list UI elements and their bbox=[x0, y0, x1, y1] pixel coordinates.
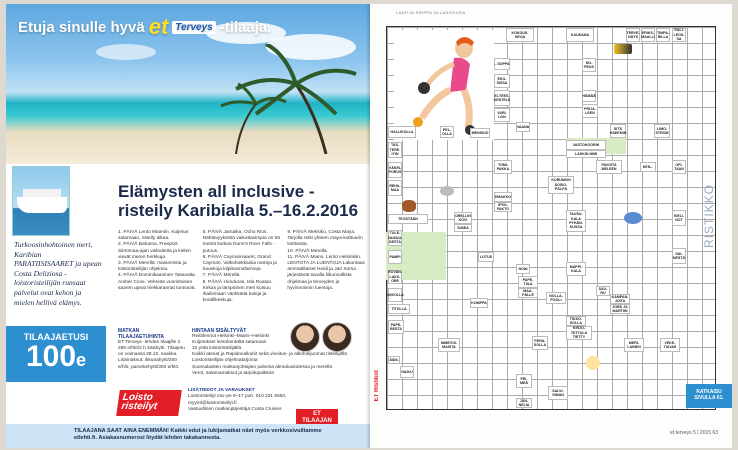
clue-cell[interactable]: TIKKO-SOLLA bbox=[566, 316, 586, 326]
clue-cell[interactable]: SALVI-SIMAN bbox=[548, 386, 568, 400]
clue-cell[interactable]: LOTUS bbox=[478, 252, 494, 262]
clue-cell[interactable]: TAUSU-KALA PYHÄN-KUSSA bbox=[566, 210, 586, 232]
clue-cell[interactable]: PRIJA-LEEN bbox=[582, 104, 598, 118]
clue-cell[interactable]: ...SOPPA bbox=[494, 58, 510, 70]
clue-cell[interactable]: VEKE-TAIVAS bbox=[660, 338, 680, 352]
left-page bbox=[6, 4, 370, 448]
clue-cell[interactable]: PEL-OLLA bbox=[440, 126, 454, 138]
clue-cell[interactable]: HAIKU bbox=[400, 366, 414, 378]
day-item: 11. PÄIVÄ Miami. Lento Helsinkiin. bbox=[287, 254, 362, 260]
answers-badge: RATKAISU SIVULLA 61. bbox=[686, 384, 732, 408]
header-prefix: Etuja sinulle hyvä bbox=[18, 18, 145, 36]
day-item: 8. PÄIVÄ Honduras, Isla Roatan. Kirkas ja lämpöinen meri kutsuu ihailemaan värikkäitä kaloja ja korallikeskuja. bbox=[202, 279, 273, 304]
clue-cell[interactable]: MAPPI-KALA bbox=[566, 262, 586, 276]
header-suffix: -tilaaja. bbox=[219, 18, 272, 36]
tilaaja-price: MATKAN TILAAJAETUHINTA ET Terveys -lehden tilaajille 2 295 e/hlö/2 h sisähytti. Tilaajetu on voimassa 28.10. saakka. Lisämaksut: ikkunahytti/200 e/hlö, parvekehytti/300 e/hlö. bbox=[118, 328, 185, 370]
clue-cell[interactable]: PAPE-TIILA bbox=[518, 276, 538, 288]
clue-cell[interactable]: TAS-TERE-IYIN bbox=[389, 143, 401, 157]
clue-cell[interactable]: EMAKKO bbox=[494, 192, 512, 202]
itinerary-col-2 bbox=[203, 230, 282, 304]
header-band bbox=[18, 14, 271, 40]
clue-cell[interactable]: TOMI-PAKKA bbox=[494, 160, 512, 174]
clue-cell[interactable]: NIMEVOI-MAISTA bbox=[438, 338, 460, 352]
clue-cell[interactable]: KEN... bbox=[640, 162, 656, 172]
clue-cell[interactable]: PERA-SOLLA bbox=[532, 336, 548, 350]
clue-cell[interactable]: VÄKIN-PORUS bbox=[388, 162, 402, 178]
day-item: 1. PÄIVÄ Lento Miamiin. Kuljetus satamaan, risteily alkaa. bbox=[118, 230, 189, 242]
clue-cell[interactable]: JÄN-NELIA bbox=[516, 398, 532, 408]
clue-cell[interactable]: ROVAN-LAKS-ORE bbox=[388, 270, 402, 284]
clue-cell[interactable]: HÄMÄÄ bbox=[582, 90, 596, 102]
clue-cell[interactable]: PAVOITA MELEEN bbox=[596, 160, 622, 174]
includes-list: HINTAAN SISÄLTYVÄT Reittilennot Helsinki–Miami–Helsinki Kuljetukset lentokentältä satamaan 10 yötä loistoristeilijällä Kaikki ateriat ja Rapidovalkuhit sekä vivoitus- ja alkoholijuomat risteilijällä Loistoristeilijän ohjelmatarjonta Suomalaisten matkanjohtajien palvelut alenaluokotessa ja merellä Verot, satamamaksut ja tarjoilupalkkiot bbox=[192, 328, 362, 377]
includes-item: Verot, satamamaksut ja tarjoilupalkkiot bbox=[192, 370, 274, 376]
clue-cell[interactable]: JOBS JA MARTIIN bbox=[610, 304, 630, 314]
mouse-icon bbox=[440, 186, 454, 196]
day-item: 7. PÄIVÄ Merellä. bbox=[202, 273, 241, 279]
clue-cell[interactable]: TEOSTÄÄN bbox=[388, 214, 428, 224]
question-icon bbox=[586, 356, 600, 370]
clue-cell[interactable]: KIELI-NOT bbox=[672, 210, 686, 226]
day-item: 4. PÄIVÄ Dominikaaninen Tasavalta. Amber Cove. Vehreän vuoristoisen saaren upeat hiekkarannat tunnuvat. bbox=[118, 273, 197, 291]
clue-cell[interactable]: NOIN bbox=[516, 264, 530, 274]
includes-item: Kaikki ateriat ja Rapidovalkuhit sekä vivoitus- ja alkoholijuomat risteilijällä bbox=[192, 352, 347, 358]
clue-cell[interactable]: KORUNKIN SOSIO-PÄLPÄ bbox=[548, 176, 574, 194]
clue-cell[interactable]: VASTOKOORIN bbox=[566, 140, 606, 150]
right-page bbox=[370, 4, 732, 448]
clue-cell[interactable]: ERIKS-MAALLI bbox=[641, 28, 655, 42]
clue-cell[interactable]: TIMPA-RILLA bbox=[656, 28, 670, 42]
clue-cell[interactable]: NO-PEUS bbox=[582, 58, 596, 72]
clue-cell[interactable]: HALLIKOLLA bbox=[388, 126, 416, 138]
clue-cell[interactable]: KOKOUS-SEIJA bbox=[506, 28, 534, 42]
bird-icon bbox=[402, 200, 416, 212]
clue-cell[interactable]: TULE-VAISUU-DESTA bbox=[387, 231, 403, 245]
pencil-icon bbox=[614, 44, 632, 54]
contact-info: LISÄTIEDOT JA VARAUKSET Loistoristeilyt ma–pe 9–17 puh. 010 231 6550, myynti@loistoristeilyt.fi Vastuullinen matkanjärjestäjä Costa Cruises bbox=[188, 388, 287, 413]
itinerary-columns bbox=[118, 230, 366, 304]
clue-cell[interactable]: IPSO-FAKTO bbox=[494, 202, 512, 212]
day-item: 9. PÄIVÄ Meksiko, Costa Maya. Tarjolla retki yhteen maya-kulttuurin kohteista. bbox=[287, 230, 363, 248]
includes-item: Suomalaisten matkanjohtajien palvelut alenaluokotessa ja merellä bbox=[192, 364, 332, 370]
day-item: 3. PÄIVÄ Merellä: maisemista ja loistoristeilijän ohjelmia. bbox=[118, 261, 187, 273]
clue-cell[interactable]: SAU-RU bbox=[596, 286, 610, 296]
clue-cell[interactable]: GALI-LEOS-SA bbox=[673, 28, 685, 42]
clue-cell[interactable]: PAPE-RESTA bbox=[388, 320, 404, 334]
beach-photo bbox=[6, 4, 370, 164]
fish-icon bbox=[624, 212, 642, 224]
itinerary-col-1 bbox=[118, 230, 197, 304]
palm-tree-icon bbox=[176, 44, 366, 154]
day-item: LENTOTA JA LUENTOJA Lükuntaan ammattilaiset Heidi ja Jari Sorsa järjestävät tavalla liikunnallista ohjelmaa ja terveyden ja hyvinvoinnin luentoja. bbox=[287, 261, 366, 291]
et-logo: et bbox=[148, 14, 169, 39]
ristikot-brand: ET Ristikot bbox=[374, 370, 380, 402]
clue-cell[interactable]: OPI-TAAN bbox=[672, 160, 686, 174]
clue-cell[interactable]: VAANA bbox=[516, 122, 530, 132]
clue-cell[interactable]: NOKOLLA bbox=[388, 288, 402, 302]
price-value: 100e bbox=[25, 340, 87, 373]
day-item: 10. PÄIVÄ Merellä. bbox=[287, 248, 328, 254]
clue-cell[interactable]: ORELLIN KÖVI bbox=[455, 213, 471, 222]
includes-item: Kuljetukset lentokentältä satamaan bbox=[192, 340, 267, 346]
page-number: et terveys 5 | 2015 63 bbox=[670, 430, 718, 436]
day-item: 6. PÄIVÄ Caymansaaret, Grand Cayman. Valkohiekkaisia rantoja ja hauskoja kilpikonnafarmeja. bbox=[202, 254, 277, 273]
price-info-section bbox=[118, 328, 368, 377]
clue-cell[interactable]: EI-TEES-KENTELE bbox=[494, 90, 510, 106]
clue-cell[interactable]: PAMPI bbox=[388, 250, 402, 264]
clue-cell[interactable]: ÄIDIL bbox=[388, 356, 400, 364]
section-title: RISTIKKO bbox=[702, 184, 716, 249]
article-title: Elämysten all inclusive -risteily Karibialla 5.–16.2.2016 bbox=[118, 182, 359, 220]
clue-cell[interactable]: LIMO-STROM bbox=[654, 124, 670, 138]
itinerary-col-3 bbox=[287, 230, 366, 304]
intro-text: Turkoosinhohtoinen meri, Karibian PARATIISISAARET ja upean Costa Deliziosa -loistoristeilijän runsaat palvelut ovat kehon ja mielen hellivä elämys. bbox=[14, 240, 102, 307]
clue-cell[interactable]: KAUKANA bbox=[566, 28, 594, 42]
price-box bbox=[6, 326, 106, 382]
day-item: 2. PÄIVÄ Bahama, Freeport. Siirtomaa-ajan vaikutteita ja kielen vievät meren herkkuja. bbox=[118, 242, 191, 260]
includes-item: Reittilennot Helsinki–Miami–Helsinki bbox=[192, 334, 270, 340]
clue-cell[interactable]: TITOLLA bbox=[388, 304, 410, 314]
cruise-ship-photo bbox=[12, 166, 70, 236]
clue-cell[interactable]: REHA-MAA bbox=[388, 180, 402, 196]
clue-cell[interactable]: MAA-PÄLLE bbox=[518, 288, 538, 298]
et-logo-sub: Terveys bbox=[172, 21, 215, 34]
author-line: LAATIJA SIRPPA OLLANGOURA bbox=[396, 10, 466, 15]
clue-cell[interactable]: KAMPAN-JOITA bbox=[611, 294, 629, 303]
clue-cell[interactable]: VARI-LON bbox=[494, 108, 510, 122]
clue-cell[interactable]: KOMPPA bbox=[470, 298, 488, 308]
clue-cell[interactable]: LAKKIN NIMI bbox=[566, 150, 606, 158]
clue-cell[interactable]: MENSKIO bbox=[470, 128, 490, 138]
clue-cell[interactable]: EKO-SISSA bbox=[494, 74, 510, 88]
day-item: 5. PÄIVÄ Jamaika, Ocho Rios. Nähtävyyksistä vaikuttavimpia on 55 metriä korkea Dunn's River Falls -putous. bbox=[202, 230, 280, 254]
tilaajan-etu-badge: ET TILAAJAN bbox=[296, 409, 338, 441]
includes-item: 10 yötä loistoristeilijällä bbox=[192, 346, 242, 352]
clue-cell[interactable]: MERI-LAINEN bbox=[624, 338, 644, 352]
fitness-illustration bbox=[394, 30, 494, 140]
page-footer-banner: TILAAJANA SAAT AINA ENEMMÄN! Kaikki edut ja lukijamatkat näet myös verkkosivuiltamme etlehti.fi. Asiakasnumerosi löydät lehden takakannesta. bbox=[6, 424, 370, 448]
clue-cell[interactable]: PEI-MEÄ bbox=[516, 374, 532, 388]
loistoristeilyt-logo: Loisto risteilyt bbox=[116, 390, 182, 416]
clue-cell[interactable]: NOLLA-POOLI bbox=[546, 292, 566, 304]
clue-cell[interactable]: TERVE-HÄYS bbox=[626, 28, 640, 42]
clue-cell[interactable]: SAI-NESTÄ bbox=[672, 248, 686, 264]
clue-cell[interactable]: SUMIA bbox=[454, 224, 472, 232]
clue-cell[interactable]: KIRJO-TETTULA TIETTY bbox=[566, 326, 592, 340]
includes-item: Loistoristeilijän ohjelmatarjonta bbox=[192, 358, 258, 364]
price-label: TILAAJAETUSI bbox=[23, 332, 89, 342]
clue-cell[interactable]: SITÄ HAEEMIN bbox=[610, 124, 626, 138]
